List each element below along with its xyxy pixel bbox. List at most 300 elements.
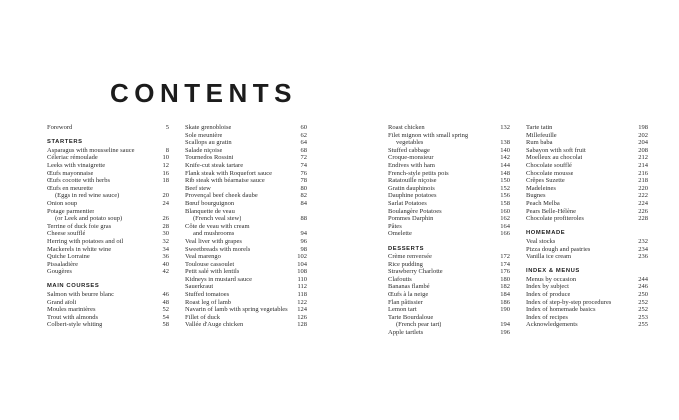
toc-entry [47, 261, 169, 269]
entry-title: Chocolate soufflé [526, 161, 572, 169]
entry-title: Rum baba [526, 139, 553, 147]
toc-entry [526, 177, 648, 185]
toc-entry [526, 208, 648, 216]
toc-entry [388, 329, 510, 337]
entry-page-number: 104 [297, 260, 307, 268]
toc-entry [47, 314, 169, 322]
section-heading: STARTERS [47, 139, 83, 146]
toc-entry [526, 238, 648, 246]
entry-page-number: 236 [638, 253, 648, 261]
entry-title: Veal marengo [185, 253, 221, 261]
entry-title: Potage parmentier [47, 207, 95, 215]
entry-page-number: 94 [300, 230, 307, 238]
entry-title: Knife-cut steak tartare [185, 161, 244, 169]
toc-entry [185, 170, 307, 178]
entry-page-number: 58 [162, 321, 169, 329]
entry-page-number: 186 [500, 298, 510, 306]
toc-entry [185, 154, 307, 162]
entry-page-number: 12 [162, 161, 169, 169]
toc-entry [526, 283, 648, 291]
entry-page-number: 208 [638, 146, 648, 154]
entry-page-number: 253 [638, 313, 648, 321]
entry-page-number: 142 [500, 154, 510, 162]
entry-title: Bugnes [526, 192, 546, 200]
entry-title: vegetables [396, 139, 424, 147]
entry-page-number: 124 [297, 306, 307, 314]
entry-title: Provençal beef cheek daube [185, 192, 258, 200]
entry-title: Sabayon with soft fruit [526, 146, 586, 154]
entry-title: Veal stocks [526, 237, 556, 245]
toc-entry [388, 192, 510, 200]
entry-page-number: 218 [638, 177, 648, 185]
entry-page-number: 228 [638, 215, 648, 223]
toc-entry [185, 162, 307, 170]
entry-page-number: 68 [300, 146, 307, 154]
entry-page-number: 160 [500, 207, 510, 215]
entry-title: Vallée d'Auge chicken [185, 321, 244, 329]
entry-page-number: 172 [500, 253, 510, 261]
entry-page-number: 32 [162, 237, 169, 245]
entry-title: Blanquette de veau [185, 207, 235, 215]
entry-page-number: 194 [500, 321, 510, 329]
toc-entry [185, 177, 307, 185]
toc-entry [185, 261, 307, 269]
entry-page-number: 36 [162, 253, 169, 261]
toc-entry [185, 124, 307, 132]
toc-column-4 [526, 124, 648, 329]
entry-title: Œufs en meurette [47, 184, 93, 192]
toc-entry [47, 208, 169, 216]
entry-title: Pears Belle-Hélène [526, 207, 576, 215]
toc-entry [47, 154, 169, 162]
entry-title: Côte de veau with cream [185, 222, 250, 230]
toc-entry [47, 291, 169, 299]
entry-page-number: 152 [500, 184, 510, 192]
entry-page-number: 250 [638, 291, 648, 299]
entry-page-number: 30 [162, 230, 169, 238]
entry-title: Roast leg of lamb [185, 298, 232, 306]
toc-entry [526, 147, 648, 155]
entry-page-number: 88 [300, 215, 307, 223]
entry-title: Salade niçoise [185, 146, 223, 154]
entry-page-number: 166 [500, 230, 510, 238]
entry-title: Cheese soufflé [47, 230, 86, 238]
entry-title: Œufs mayonnaise [47, 169, 94, 177]
entry-title: Chocolate mousse [526, 169, 574, 177]
toc-entry [47, 162, 169, 170]
entry-page-number: 184 [500, 291, 510, 299]
entry-title: Herring with potatoes and oil [47, 237, 124, 245]
entry-title: (Eggs in red wine sauce) [55, 192, 120, 200]
entry-page-number: 122 [297, 298, 307, 306]
toc-entry [185, 238, 307, 246]
entry-page-number: 8 [165, 146, 169, 154]
entry-title: Rib steak with béarnaise sauce [185, 177, 265, 185]
entry-page-number: 10 [162, 154, 169, 162]
entry-title: Mackerels in white wine [47, 245, 112, 253]
entry-title: Flank steak with Roquefort sauce [185, 169, 273, 177]
section-spacer [47, 132, 169, 140]
entry-page-number: 202 [638, 131, 648, 139]
entry-title: Leeks with vinaigrette [47, 161, 106, 169]
entry-title: Beef stew [185, 184, 211, 192]
entry-page-number: 196 [500, 329, 510, 337]
toc-entry [526, 321, 648, 329]
toc-entry [47, 147, 169, 155]
toc-entry [388, 291, 510, 299]
toc-entry [526, 200, 648, 208]
toc-entry [388, 306, 510, 314]
toc-entry [47, 246, 169, 254]
entry-title: Roast chicken [388, 124, 425, 131]
toc-entry [185, 276, 307, 284]
entry-page-number: 190 [500, 306, 510, 314]
entry-title: Œufs cocotte with herbs [47, 177, 111, 185]
entry-title: Gratin dauphinois [388, 184, 435, 192]
toc-entry [47, 238, 169, 246]
toc-entry [388, 268, 510, 276]
toc-entry [185, 268, 307, 276]
entry-title: Fillet of duck [185, 313, 221, 321]
entry-page-number: 5 [165, 124, 169, 131]
section-spacer [388, 238, 510, 246]
toc-entry [526, 185, 648, 193]
entry-page-number: 174 [500, 260, 510, 268]
entry-page-number: 180 [500, 275, 510, 283]
entry-title: Moelleux au chocolat [526, 154, 583, 162]
entry-title: Sole meunière [185, 131, 223, 139]
entry-page-number: 252 [638, 306, 648, 314]
entry-page-number: 176 [500, 268, 510, 276]
toc-entry [388, 299, 510, 307]
toc-entry [388, 261, 510, 269]
toc-entry [526, 291, 648, 299]
entry-page-number: 102 [297, 253, 307, 261]
entry-page-number: 54 [162, 313, 169, 321]
entry-page-number: 234 [638, 245, 648, 253]
entry-page-number: 78 [300, 177, 307, 185]
entry-page-number: 48 [162, 298, 169, 306]
toc-entry [47, 230, 169, 238]
entry-title: Terrine of duck foie gras [47, 222, 112, 230]
entry-page-number: 84 [300, 199, 307, 207]
toc-entry [185, 314, 307, 322]
entry-title: Céleriac rémoulade [47, 154, 98, 162]
toc-entry [185, 192, 307, 200]
entry-page-number: 26 [162, 215, 169, 223]
entry-page-number: 150 [500, 177, 510, 185]
entry-page-number: 28 [162, 222, 169, 230]
entry-title: Colbert-style whiting [47, 321, 103, 329]
entry-page-number: 112 [297, 283, 307, 291]
section-spacer [526, 261, 648, 269]
entry-page-number: 252 [638, 298, 648, 306]
entry-page-number: 212 [638, 154, 648, 162]
toc-entry [388, 154, 510, 162]
entry-title: Pizza dough and pastries [526, 245, 591, 253]
section-spacer [47, 276, 169, 284]
entry-title: Acknowledgements [526, 321, 578, 329]
toc-entry [526, 299, 648, 307]
entry-page-number: 232 [638, 237, 648, 245]
toc-entry-continuation [47, 192, 169, 200]
entry-page-number: 74 [300, 161, 307, 169]
toc-entry-continuation [388, 321, 510, 329]
entry-title: Clafoutis [388, 275, 412, 283]
entry-title: Bœuf bourguignon [185, 199, 235, 207]
entry-title: Millefeuille [526, 131, 557, 139]
entry-title: Petit salé with lentils [185, 268, 240, 276]
entry-page-number: 62 [300, 131, 307, 139]
entry-title: Index of step-by-step procedures [526, 298, 612, 306]
entry-title: Sarlat Potatoes [388, 199, 427, 207]
entry-page-number: 158 [500, 199, 510, 207]
entry-page-number: 24 [162, 199, 169, 207]
entry-title: Dauphine potatoes [388, 192, 437, 200]
entry-title: Index of recipes [526, 313, 568, 321]
entry-page-number: 46 [162, 291, 169, 299]
toc-entry [47, 124, 169, 132]
toc-entry [185, 291, 307, 299]
entry-title: Boulangère Potatoes [388, 207, 442, 215]
toc-entry [388, 223, 510, 231]
toc-entry [388, 230, 510, 238]
toc-entry [185, 246, 307, 254]
toc-entry [185, 147, 307, 155]
entry-title: Croque-monsieur [388, 154, 434, 162]
entry-title: Gougères [47, 268, 72, 276]
entry-page-number: 216 [638, 169, 648, 177]
entry-page-number: 128 [297, 321, 307, 329]
entry-page-number: 108 [297, 268, 307, 276]
entry-page-number: 64 [300, 139, 307, 147]
toc-entry [388, 147, 510, 155]
toc-entry [185, 139, 307, 147]
section-heading: INDEX & MENUS [526, 268, 580, 275]
toc-entry [388, 314, 510, 322]
toc-entry [526, 139, 648, 147]
entry-title: Bananas flambé [388, 283, 430, 291]
entry-title: Onion soup [47, 199, 78, 207]
toc-entry [526, 132, 648, 140]
entry-page-number: 16 [162, 169, 169, 177]
entry-title: Index of homemade basics [526, 306, 596, 314]
toc-entry [526, 124, 648, 132]
entry-title: Rice pudding [388, 260, 423, 268]
toc-entry [185, 283, 307, 291]
toc-column-2 [185, 124, 307, 329]
section-heading: HOMEMADE [526, 230, 566, 237]
page-title: CONTENTS [110, 78, 297, 108]
toc-entry [47, 185, 169, 193]
entry-title: French-style petits pois [388, 169, 449, 177]
toc-entry [388, 124, 510, 132]
entry-page-number: 148 [500, 169, 510, 177]
entry-page-number: 222 [638, 192, 648, 200]
entry-title: Menus by occasion [526, 275, 577, 283]
toc-entry [388, 200, 510, 208]
toc-entry [185, 223, 307, 231]
entry-page-number: 60 [300, 124, 307, 131]
entry-title: Lemon tart [388, 306, 417, 314]
toc-entry [47, 177, 169, 185]
toc-entry [388, 170, 510, 178]
entry-page-number: 20 [162, 192, 169, 200]
toc-entry [388, 283, 510, 291]
toc-column-3 [388, 124, 510, 337]
entry-page-number: 182 [500, 283, 510, 291]
entry-page-number: 220 [638, 184, 648, 192]
entry-title: Apple tartlets [388, 329, 424, 337]
entry-title: Skate grenobloise [185, 124, 232, 131]
toc-entry [388, 215, 510, 223]
entry-title: (or Leek and potato soup) [55, 215, 123, 223]
toc-entry [47, 223, 169, 231]
toc-entry [185, 200, 307, 208]
entry-page-number: 40 [162, 260, 169, 268]
entry-page-number: 52 [162, 306, 169, 314]
toc-entry [47, 299, 169, 307]
entry-title: Flan pâtissier [388, 298, 423, 306]
entry-title: and mushrooms [193, 230, 235, 238]
toc-entry [526, 276, 648, 284]
toc-entry-continuation [388, 139, 510, 147]
entry-page-number: 110 [297, 275, 307, 283]
entry-page-number: 138 [500, 139, 510, 147]
toc-entry [388, 132, 510, 140]
entry-page-number: 198 [638, 124, 648, 131]
section-heading: DESSERTS [388, 245, 425, 252]
entry-page-number: 76 [300, 169, 307, 177]
entry-title: Chocolate profiteroles [526, 215, 584, 223]
entry-page-number: 118 [297, 291, 307, 299]
toc-entry [47, 253, 169, 261]
toc-entry [388, 177, 510, 185]
entry-title: Pommes Darphin [388, 215, 434, 223]
toc-entry [185, 132, 307, 140]
toc-entry [526, 192, 648, 200]
entry-title: Veal liver with grapes [185, 237, 242, 245]
entry-page-number: 80 [300, 184, 307, 192]
toc-entry [185, 306, 307, 314]
toc-entry [185, 299, 307, 307]
entry-title: Navarin of lamb with spring vegetables [185, 306, 288, 314]
entry-title: Index by subject [526, 283, 569, 291]
entry-title: Crème renversée [388, 253, 432, 261]
entry-title: (French pear tart) [396, 321, 442, 329]
entry-title: Sweetbreads with morels [185, 245, 251, 253]
entry-title: Madeleines [526, 184, 556, 192]
toc-entry-continuation [185, 215, 307, 223]
entry-page-number: 42 [162, 268, 169, 276]
entry-page-number: 126 [297, 313, 307, 321]
entry-title: Kidneys in mustard sauce [185, 275, 252, 283]
entry-title: Ratatouille niçoise [388, 177, 437, 185]
entry-title: Asparagus with mousseline sauce [47, 146, 135, 154]
toc-entry [47, 200, 169, 208]
toc-entry [526, 162, 648, 170]
section-heading: MAIN COURSES [47, 283, 100, 290]
entry-page-number: 132 [500, 124, 510, 131]
entry-title: Foreword [47, 124, 73, 131]
toc-entry [388, 276, 510, 284]
entry-title: Moules marinières [47, 306, 96, 314]
entry-title: Sauerkraut [185, 283, 214, 291]
toc-entry-continuation [47, 215, 169, 223]
entry-page-number: 34 [162, 245, 169, 253]
entry-title: Index of produce [526, 291, 571, 299]
toc-column-1 [47, 124, 169, 329]
entry-page-number: 82 [300, 192, 307, 200]
toc-entry [47, 170, 169, 178]
entry-page-number: 72 [300, 154, 307, 162]
entry-title: Tarte Bourdaloue [388, 313, 434, 321]
entry-page-number: 98 [300, 245, 307, 253]
entry-title: Trout with almonds [47, 313, 99, 321]
toc-entry [526, 215, 648, 223]
entry-title: Quiche Lorraine [47, 253, 90, 261]
entry-title: Scallops au gratin [185, 139, 232, 147]
toc-entry [47, 268, 169, 276]
toc-entry [526, 314, 648, 322]
toc-entry [388, 162, 510, 170]
entry-page-number: 226 [638, 207, 648, 215]
entry-page-number: 255 [638, 321, 648, 329]
entry-page-number: 214 [638, 161, 648, 169]
entry-title: Endives with ham [388, 161, 435, 169]
toc-entry [388, 253, 510, 261]
entry-page-number: 224 [638, 199, 648, 207]
entry-page-number: 244 [638, 275, 648, 283]
entry-page-number: 162 [500, 215, 510, 223]
entry-title: (French veal stew) [193, 215, 242, 223]
section-spacer [526, 223, 648, 231]
toc-entry [388, 185, 510, 193]
entry-page-number: 144 [500, 161, 510, 169]
entry-title: Tarte tatin [526, 124, 553, 131]
toc-entry [526, 306, 648, 314]
entry-title: Œufs à la neige [388, 291, 429, 299]
entry-title: Filet mignon with small spring [388, 131, 469, 139]
toc-entry [526, 170, 648, 178]
toc-entry-continuation [185, 230, 307, 238]
toc-entry [526, 246, 648, 254]
entry-title: Strawberry Charlotte [388, 268, 443, 276]
entry-page-number: 156 [500, 192, 510, 200]
entry-title: Pâtes [388, 222, 402, 230]
entry-title: Toulouse cassoulet [185, 260, 235, 268]
toc-entry [47, 306, 169, 314]
toc-entry [388, 208, 510, 216]
entry-page-number: 140 [500, 146, 510, 154]
entry-title: Crêpes Suzette [526, 177, 565, 185]
entry-page-number: 246 [638, 283, 648, 291]
entry-title: Grand aïoli [47, 298, 77, 306]
toc-entry [185, 208, 307, 216]
entry-title: Peach Melba [526, 199, 560, 207]
toc-entry [526, 154, 648, 162]
toc-entry [47, 321, 169, 329]
entry-title: Stuffed tomatoes [185, 291, 230, 299]
entry-page-number: 96 [300, 237, 307, 245]
toc-entry [185, 321, 307, 329]
entry-title: Tournedos Rossini [185, 154, 234, 162]
toc-entry [185, 253, 307, 261]
entry-title: Stuffed cabbage [388, 146, 430, 154]
toc-entry [526, 253, 648, 261]
entry-title: Vanilla ice cream [526, 253, 572, 261]
entry-page-number: 18 [162, 177, 169, 185]
